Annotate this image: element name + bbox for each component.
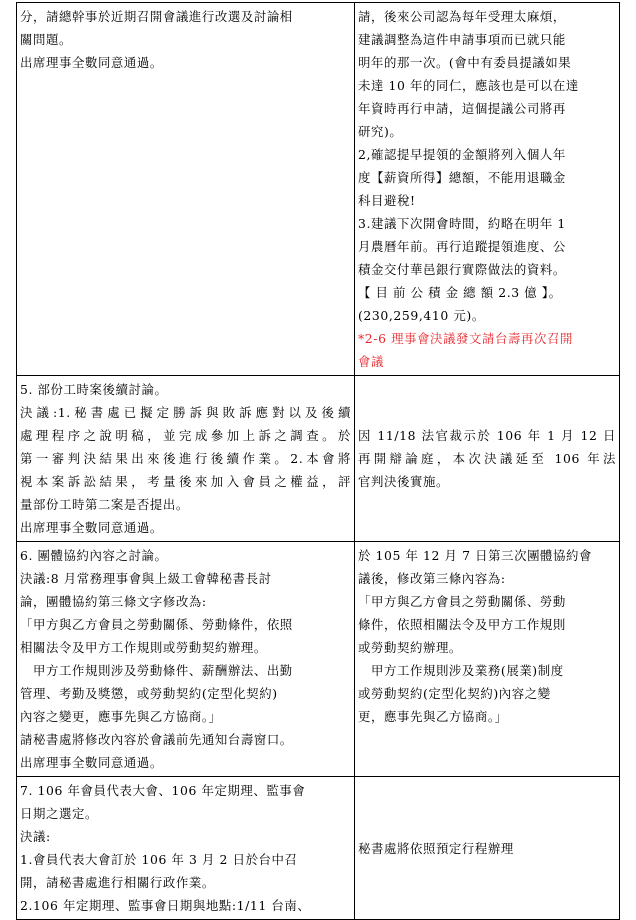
text-line: 議後，修改第三條內容為:	[358, 571, 506, 586]
text-line: (230,259,410 元)。	[358, 308, 485, 323]
progress-cell	[355, 777, 620, 920]
text-line: 積金交付華邑銀行實際做法的資料。	[358, 262, 566, 277]
text-line: 出席理事全數同意通過。	[20, 55, 163, 70]
table-row	[17, 3, 620, 376]
text-line: 1.會員代表大會訂於 106 年 3 月 2 日於台中召	[20, 852, 298, 867]
text-line: 日期之選定。	[20, 806, 98, 821]
text-line: 關問題。	[20, 32, 72, 47]
red-note	[358, 327, 616, 373]
text-line: 月農曆年前。再行追蹤提領進度、公	[358, 239, 566, 254]
text-line: 相關法令及甲方工作規則或勞動契約辦理。	[20, 640, 267, 655]
text-line: 於 105 年 12 月 7 日第三次團體協約會	[358, 548, 593, 563]
text-line: 或勞動契約(定型化契約)內容之變	[358, 686, 551, 701]
table-row	[17, 777, 620, 920]
text-line: 決議:	[20, 829, 51, 844]
text-line: 官判決後實施。	[358, 474, 449, 489]
text-line: 甲方工作規則涉及勞動條件、薪酬辦法、出勤	[20, 663, 293, 678]
text-line: 明年的那一次。(會中有委員提議如果	[358, 55, 572, 70]
text-line: 管理、考勤及獎懲，或勞動契約(定型化契約)	[20, 686, 278, 701]
text-line: 年資時再行申請，這個提議公司將再	[358, 101, 566, 116]
table-row	[17, 542, 620, 777]
text-line: 視本案訴訟結果，考量後來加入會員之權益，評	[20, 474, 351, 489]
text-line: 7. 106 年會員代表大會、106 年定期理、監事會	[20, 783, 306, 798]
text-line: 甲方工作規則涉及業務(展業)制度	[358, 663, 564, 678]
text-line: 「甲方與乙方會員之勞動關係、勞動條件，依照	[20, 617, 293, 632]
text-line: 論，團體協約第三條文字修改為:	[20, 594, 207, 609]
text-line: 第一審判決結果出來後進行後續作業。2.本會將	[20, 451, 351, 466]
text-line: *2-6 理事會決議發文請台壽再次召開	[358, 331, 573, 346]
text-line: 「甲方與乙方會員之勞動關係、勞動	[358, 594, 566, 609]
minutes-table	[16, 2, 620, 920]
text-line: 6. 團體協約內容之討論。	[20, 548, 168, 563]
text-line: 請秘書處將修改內容於會議前先通知台壽窗口。	[20, 732, 293, 747]
text-line: 決議:8 月常務理事會與上級工會韓秘書長討	[20, 571, 272, 586]
text-line: 開，請秘書處進行相關行政作業。	[20, 875, 215, 890]
table-row	[17, 376, 620, 542]
text-line: 因 11/18 法官裁示於 106 年 1 月 12 日	[358, 428, 616, 443]
progress-cell	[355, 3, 620, 376]
progress-cell	[355, 542, 620, 777]
text-line: 內容之變更，應事先與乙方協商。」	[20, 709, 222, 724]
text-line: 3.建議下次開會時間，約略在明年 1	[358, 216, 566, 231]
text-line: 條件，依照相關法令及甲方工作規則	[358, 617, 566, 632]
text-line: 出席理事全數同意通過。	[20, 520, 163, 535]
text-line: 研究)。	[358, 124, 403, 139]
resolution-cell	[17, 542, 355, 777]
text-line: 量部份工時第二案是否提出。	[20, 497, 189, 512]
text-line: 2.106 年定期理、監事會日期與地點:1/11 台南、	[20, 898, 311, 913]
resolution-cell	[17, 777, 355, 920]
text-line: 處理程序之說明稿，並完成參加上訴之調查。於	[20, 428, 351, 443]
text-line: 決議:1.秘書處已擬定勝訴與敗訴應對以及後續	[20, 405, 351, 420]
text-line: 建議調整為這件申請事項而已就只能	[358, 32, 566, 47]
text-line: 5. 部份工時案後續討論。	[20, 382, 168, 397]
text-line: 分，請總幹事於近期召開會議進行改選及討論相	[20, 9, 293, 24]
text-line: 更，應事先與乙方協商。」	[358, 709, 508, 724]
text-line: 會議	[358, 354, 384, 369]
text-line: 或勞動契約辦理。	[358, 640, 462, 655]
progress-cell	[355, 376, 620, 542]
text-line: 出席理事全數同意通過。	[20, 755, 163, 770]
text-line: 【 目 前 公 積 金 總 額 2.3 億 】。	[358, 285, 562, 300]
text-line: 度【薪資所得】總額，不能用退職金	[358, 170, 566, 185]
text-line: 再開辯論庭，本次決議延至 106 年法	[358, 451, 616, 466]
resolution-cell	[17, 376, 355, 542]
resolution-cell	[17, 3, 355, 376]
text-line: 科目避稅!	[358, 193, 416, 208]
text-line: 秘書處將依照預定行程辦理	[358, 840, 514, 856]
text-line: 2,確認提早提領的金額將列入個人年	[358, 147, 566, 162]
text-line: 未達 10 年的同仁，應該也是可以在達	[358, 78, 579, 93]
text-line: 請，後來公司認為每年受理太麻煩，	[358, 9, 566, 24]
